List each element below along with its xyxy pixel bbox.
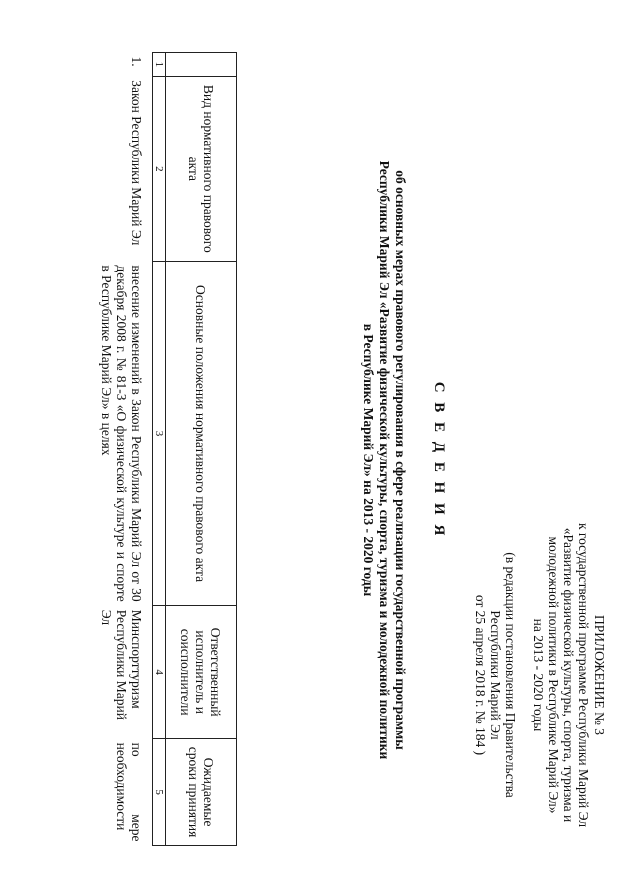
table-header-cell: Ответственный исполнитель и соисполнители — [166, 606, 237, 739]
table-header-row — [166, 53, 237, 846]
table-column-numbers — [153, 53, 166, 846]
act-type-cell: Закон Республики Марий Эл — [97, 76, 153, 261]
deadline-cell — [97, 739, 153, 846]
appendix-line: на 2013 - 2020 годы — [531, 618, 546, 732]
document-subtitle: в Республике Марий Эл» на 2013 - 2020 годы — [361, 323, 376, 597]
appendix-line: к государственной программе Республики Марий Эл — [576, 522, 591, 828]
column-number: 1 — [153, 53, 166, 77]
appendix-block — [473, 480, 607, 870]
table-row — [97, 53, 153, 846]
column-number: 3 — [153, 261, 166, 605]
table-header-cell: Основные положения нормативного правового акта — [166, 261, 237, 605]
executor-cell: Минспорттуризм Республики Марий Эл — [97, 606, 153, 739]
table-header-cell: Вид нормативного правового акта — [166, 76, 237, 261]
deadline-word: по — [129, 742, 144, 757]
deadline-line — [129, 743, 144, 842]
deadline-line: необходимости — [114, 742, 129, 831]
document-subtitle: Республики Марий Эл «Развитие физической культуры, спорта, туризма и молодежной политики — [377, 160, 392, 760]
table-header-cell — [166, 53, 237, 77]
deadline-word: мере — [129, 814, 144, 842]
edition-line: от 25 апреля 2018 г. № 184 ) — [473, 594, 488, 756]
row-number: 1. — [97, 53, 153, 77]
document-title: С В Е Д Е Н И Я — [431, 381, 447, 539]
appendix-line: «Развитие физической культуры, спорта, туризма и — [561, 527, 576, 823]
column-number: 5 — [153, 739, 166, 846]
edition-line: Республики Марий Эл — [488, 610, 503, 740]
edition-line: (в редакции постановления Правительства — [503, 552, 518, 798]
column-number: 4 — [153, 606, 166, 739]
document-heading — [360, 40, 447, 880]
column-number: 2 — [153, 76, 166, 261]
measures-table — [97, 52, 237, 846]
document-subtitle: об основных мерах правового регулирования в сфере реализации государственной программы — [393, 170, 408, 750]
appendix-title: ПРИЛОЖЕНИЕ № 3 — [592, 614, 607, 736]
table-header-cell: Ожидаемые сроки принятия — [166, 739, 237, 846]
provisions-cell: внесение изменений в Закон Республики Марий Эл от 30 декабря 2008 г. № 81-З «О физической культуре и спорте в Республике Марий Эл» в целях — [97, 261, 153, 605]
appendix-line: молодежной политики в Республике Марий Эл» — [546, 536, 561, 814]
